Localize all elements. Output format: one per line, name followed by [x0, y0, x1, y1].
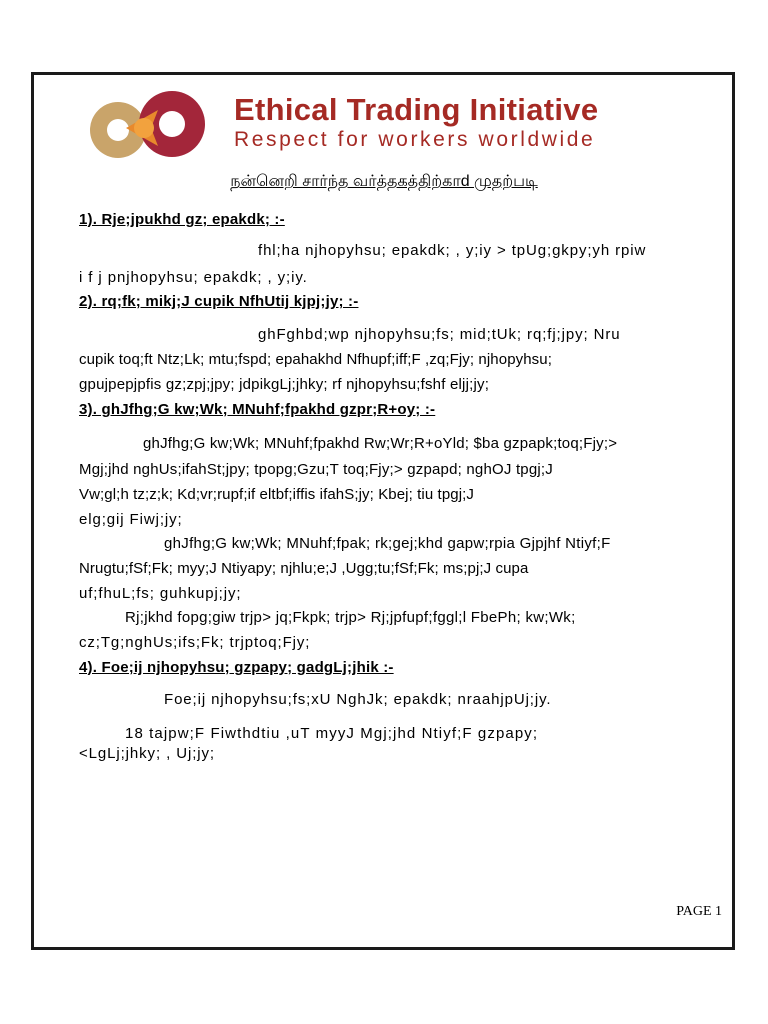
- paragraph-line: gpujpepjpfis gz;zpj;jpy; jdpikgLj;jhky; rf njhopyhsu;fshf eljj;jy;: [79, 376, 490, 393]
- section-heading-1: 1). Rje;jpukhd gz; epakdk; :-: [79, 211, 285, 228]
- org-tagline: Respect for workers worldwide: [234, 128, 596, 151]
- section-heading-4: 4). Foe;ij njhopyhsu; gzpapy; gadgLj;jhik :-: [79, 659, 394, 676]
- paragraph-line: ghJfhg;G kw;Wk; MNuhf;fpak; rk;gej;khd gapw;rpia Gjpjhf Ntiyf;F: [164, 535, 611, 552]
- paragraph-line: Nrugtu;fSf;Fk; myy;J Ntiyapy; njhlu;e;J ,Ugg;tu;fSf;Fk; ms;pj;J cupa: [79, 560, 529, 577]
- paragraph-line: Rj;jkhd fopg;giw trjp> jq;Fkpk; trjp> Rj;jpfupf;fggl;l FbePh; kw;Wk;: [125, 609, 576, 626]
- eti-logo-icon: [88, 88, 212, 166]
- section-heading-2: 2). rq;fk; mikj;J cupik NfhUtij kjpj;jy; :-: [79, 293, 359, 310]
- paragraph-line: i f j pnjhopyhsu; epakdk; , y;iy.: [79, 269, 308, 286]
- paragraph-line: fhl;ha njhopyhsu; epakdk; , y;iy > tpUg;gkpy;yh rpiw: [258, 242, 647, 259]
- paragraph-line: ghJfhg;G kw;Wk; MNuhf;fpakhd Rw;Wr;R+oYld; $ba gzpapk;toq;Fjy;>: [143, 435, 618, 452]
- paragraph-line: Mgj;jhd nghUs;ifahSt;jpy; tpopg;Gzu;T toq;Fjy;> gzpapd; nghOJ tpgj;J: [79, 461, 553, 478]
- section-heading-3: 3). ghJfhg;G kw;Wk; MNuhf;fpakhd gzpr;R+oy; :-: [79, 401, 436, 418]
- paragraph-line: <LgLj;jhky; , Uj;jy;: [79, 745, 215, 762]
- paragraph-line: elg;gij Fiwj;jy;: [79, 511, 183, 528]
- paragraph-line: Vw;gl;h tz;z;k; Kd;vr;rupf;if eltbf;iffis ifahS;jy; Kbej; tiu tpgj;J: [79, 486, 475, 503]
- document-title: நன்னெறி சார்ந்த வர்த்தகத்திற்காd முதற்படி: [230, 173, 538, 190]
- page-number: PAGE 1: [676, 904, 722, 919]
- org-name: Ethical Trading Initiative: [234, 92, 599, 127]
- paragraph-line: cupik toq;ft Ntz;Lk; mtu;fspd; epahakhd Nfhupf;iff;F ,zq;Fjy; njhopyhsu;: [79, 351, 552, 368]
- paragraph-line: uf;fhuL;fs; guhkupj;jy;: [79, 585, 242, 602]
- paragraph-line: cz;Tg;nghUs;ifs;Fk; trjptoq;Fjy;: [79, 634, 311, 651]
- paragraph-line: Foe;ij njhopyhsu;fs;xU NghJk; epakdk; nraahjpUj;jy.: [164, 691, 552, 708]
- paragraph-line: ghFghbd;wp njhopyhsu;fs; mid;tUk; rq;fj;jpy; Nru: [258, 326, 621, 343]
- paragraph-line: 18 tajpw;F Fiwthdtiu ,uT myyJ Mgj;jhd Ntiyf;F gzpapy;: [125, 725, 539, 742]
